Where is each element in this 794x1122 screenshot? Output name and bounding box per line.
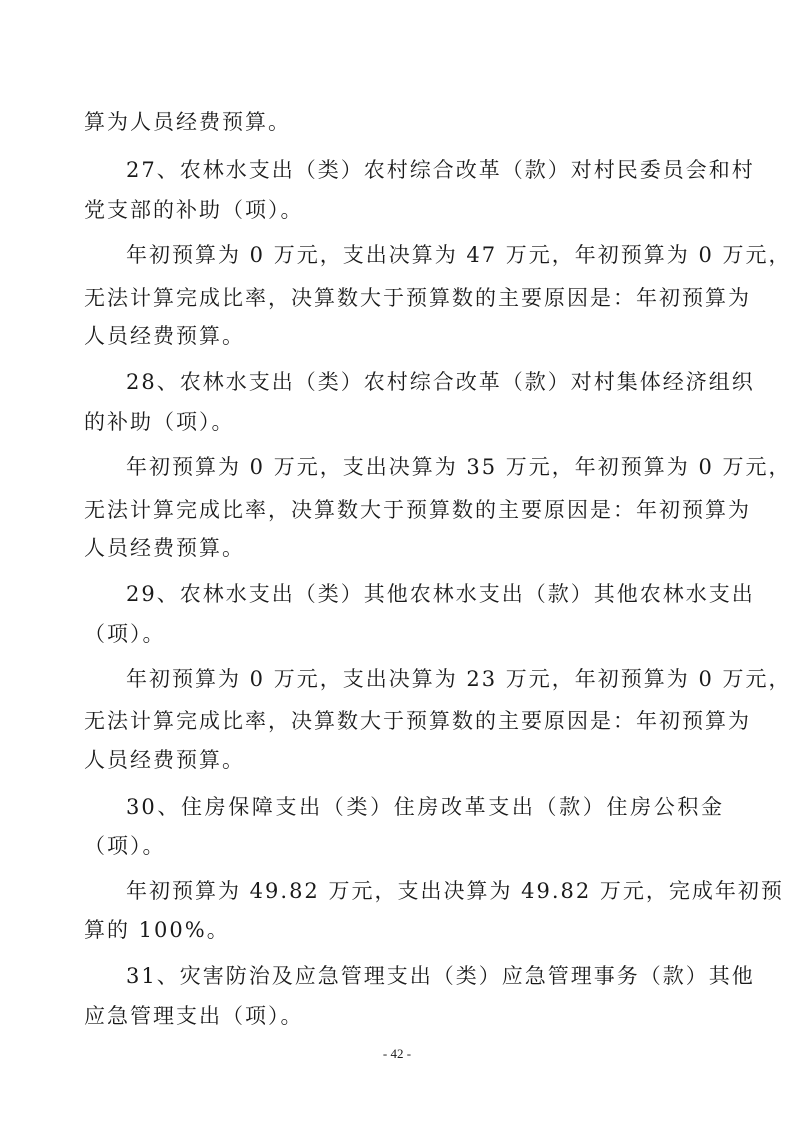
page-number: - 42 - [382,1046,412,1061]
text-line: （项）。 [84,622,166,646]
text-line: 应急管理支出（项）。 [84,1004,304,1028]
text-line: 无法计算完成比率，决算数大于预算数的主要原因是：年初预算为 [84,286,751,310]
item-31-heading: 31、灾害防治及应急管理支出（类）应急管理事务（款）其他 [126,964,755,988]
text-line: 无法计算完成比率，决算数大于预算数的主要原因是：年初预算为 [84,498,751,522]
item-27-heading: 27、农林水支出（类）农村综合改革（款）对村民委员会和村 [126,158,755,182]
text-line: （项）。 [84,834,166,858]
text-line: 算的 100%。 [84,918,230,942]
text-line: 年初预算为 0 万元，支出决算为 35 万元，年初预算为 0 万元， [126,455,792,479]
text-line: 人员经费预算。 [84,324,245,348]
text-line: 年初预算为 49.82 万元，支出决算为 49.82 万元，完成年初预 [126,879,784,903]
text-line: 年初预算为 0 万元，支出决算为 23 万元，年初预算为 0 万元， [126,667,792,691]
text-line: 算为人员经费预算。 [84,110,291,134]
item-30-heading: 30、住房保障支出（类）住房改革支出（款）住房公积金 [126,795,724,819]
text-line: 年初预算为 0 万元，支出决算为 47 万元，年初预算为 0 万元， [126,243,792,267]
item-28-heading: 28、农林水支出（类）农村综合改革（款）对村集体经济组织 [126,370,755,394]
text-line: 的补助（项）。 [84,410,235,434]
text-line: 人员经费预算。 [84,748,245,772]
text-line: 党支部的补助（项）。 [84,198,304,222]
text-line: 人员经费预算。 [84,536,245,560]
item-29-heading: 29、农林水支出（类）其他农林水支出（款）其他农林水支出 [126,582,755,606]
text-line: 无法计算完成比率，决算数大于预算数的主要原因是：年初预算为 [84,709,751,733]
